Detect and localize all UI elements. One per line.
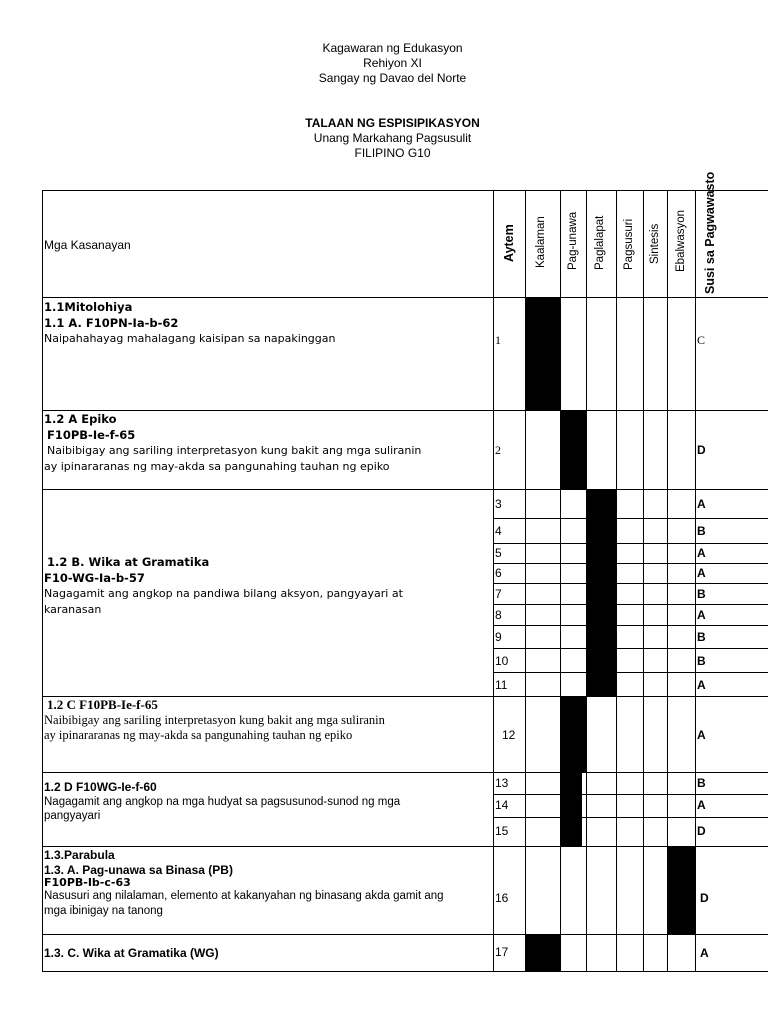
- section-code: F10PB-Ib-c-63: [44, 876, 131, 889]
- row-divider: [42, 772, 768, 773]
- answer-key: B: [697, 776, 706, 790]
- section-subtitle: 1.3. A. Pag-unawa sa Binasa (PB): [44, 863, 233, 877]
- item-row-divider: [493, 672, 768, 673]
- column-header-aytem: Aytem: [502, 224, 516, 262]
- column-header-answer-key: Susi sa Pagwawasto: [703, 171, 717, 294]
- filled-cell: [668, 847, 695, 934]
- item-row-divider: [493, 817, 768, 818]
- item-number: 11: [495, 678, 508, 692]
- section-title: 1.2 A Epiko: [44, 412, 117, 426]
- item-row-divider: [493, 543, 768, 544]
- col-divider: [493, 190, 494, 972]
- item-number: 16: [495, 891, 509, 905]
- section-description: Naipahahayag mahalagang kaisipan sa napakinggan: [44, 332, 336, 345]
- section-description: Nasusuri ang nilalaman, elemento at kakanyahan ng binasang akda gamit ang: [44, 890, 444, 902]
- section-title: 1.2 C F10PB-Ie-f-65: [47, 697, 158, 712]
- item-row-divider: [493, 648, 768, 649]
- section-description: Naibibigay ang sariling interpretasyon kung bakit ang mga suliranin: [47, 444, 422, 457]
- section-description: karanasan: [44, 603, 102, 616]
- item-number: 14: [495, 798, 509, 812]
- filled-cell: [587, 490, 616, 696]
- answer-key: C: [697, 333, 706, 347]
- answer-key: A: [697, 546, 706, 560]
- answer-key: A: [697, 566, 706, 580]
- filled-cell: [526, 935, 560, 972]
- item-number: 4: [495, 524, 502, 538]
- column-header-paglalapat: Paglalapat: [594, 215, 606, 270]
- section-title: 1.2 D F10WG-Ie-f-60: [44, 780, 157, 794]
- section-code: F10PB-Ie-f-65: [47, 428, 136, 442]
- answer-key: A: [697, 728, 706, 742]
- answer-key: B: [697, 587, 706, 601]
- column-header-skills: Mga Kasanayan: [44, 238, 131, 252]
- col-divider: [616, 190, 617, 972]
- filled-cell: [561, 411, 586, 489]
- filled-cell: [561, 697, 586, 772]
- answer-key: A: [700, 946, 709, 960]
- section-description: ay ipinararanas ng may-akda sa pangunahing tauhan ng epiko: [44, 460, 390, 473]
- answer-key: A: [697, 608, 706, 622]
- row-divider: [42, 297, 768, 298]
- item-row-divider: [493, 518, 768, 519]
- answer-key: D: [700, 891, 709, 905]
- division-name: Sangay ng Davao del Norte: [318, 71, 467, 85]
- column-header-pagsusuri: Pagsusuri: [623, 218, 635, 270]
- document-title: TALAAN NG ESPISIPIKASYON: [305, 116, 480, 130]
- section-description: mga ibinigay na tanong: [44, 905, 163, 917]
- section-code: F10-WG-Ia-b-57: [44, 571, 145, 585]
- section-title: 1.1Mitolohiya: [44, 300, 133, 314]
- section-code: 1.1 A. F10PN-Ia-b-62: [44, 316, 179, 330]
- section-title: 1.3. C. Wika at Gramatika (WG): [44, 946, 219, 960]
- item-number: 9: [495, 630, 502, 644]
- col-divider: [643, 190, 644, 972]
- col-divider: [695, 190, 696, 972]
- filled-cell: [561, 773, 582, 846]
- row-divider: [42, 846, 768, 847]
- item-number: 6: [495, 566, 502, 580]
- section-title: 1.2 B. Wika at Gramatika: [47, 555, 210, 569]
- agency-name: Kagawaran ng Edukasyon: [322, 41, 463, 55]
- section-description: Naibibigay ang sariling interpretasyon kung bakit ang mga suliranin: [44, 713, 385, 727]
- item-number: 10: [495, 654, 509, 668]
- item-row-divider: [493, 583, 768, 584]
- item-number: 12: [502, 728, 516, 742]
- section-description: pangyayari: [44, 810, 101, 822]
- item-row-divider: [493, 625, 768, 626]
- column-header-ebalwasyon: Ebalwasyon: [675, 209, 687, 272]
- section-description: Nagagamit ang angkop na mga hudyat sa pagsusunod-sunod ng mga: [44, 796, 401, 808]
- answer-key: B: [697, 630, 706, 644]
- answer-key: B: [697, 524, 706, 538]
- item-number: 5: [495, 546, 502, 560]
- section-description: ay ipinararanas ng may-akda sa pangunahing tauhan ng epiko: [44, 728, 353, 742]
- item-number: 2: [495, 443, 501, 457]
- region-name: Rehiyon XI: [363, 56, 422, 70]
- section-description: Nagagamit ang angkop na pandiwa bilang aksyon, pangyayari at: [44, 587, 403, 600]
- subject-label: FILIPINO G10: [354, 146, 431, 160]
- item-number: 13: [495, 776, 509, 790]
- document-subtitle: Unang Markahang Pagsusulit: [313, 131, 472, 145]
- answer-key: D: [697, 443, 706, 457]
- filled-cell: [526, 298, 560, 410]
- item-number: 3: [495, 497, 502, 511]
- row-divider: [42, 489, 768, 490]
- item-number: 15: [495, 824, 509, 838]
- item-number: 8: [495, 608, 502, 622]
- column-header-sintesis: Sintesis: [649, 223, 661, 264]
- item-row-divider: [493, 794, 768, 795]
- section-title: 1.3.Parabula: [44, 848, 115, 862]
- column-header-kaalaman: Kaalaman: [535, 216, 547, 268]
- row-divider: [42, 410, 768, 411]
- item-row-divider: [493, 563, 768, 564]
- answer-key: D: [697, 824, 706, 838]
- answer-key: B: [697, 654, 706, 668]
- row-divider: [42, 934, 768, 935]
- answer-key: A: [697, 497, 706, 511]
- item-number: 7: [495, 587, 502, 601]
- answer-key: A: [697, 798, 706, 812]
- column-header-pag-unawa: Pag-unawa: [567, 211, 579, 270]
- table-border: [42, 190, 768, 972]
- answer-key: A: [697, 678, 706, 692]
- col-divider: [560, 190, 561, 972]
- item-number: 1: [495, 333, 501, 347]
- item-row-divider: [493, 604, 768, 605]
- item-number: 17: [495, 945, 509, 959]
